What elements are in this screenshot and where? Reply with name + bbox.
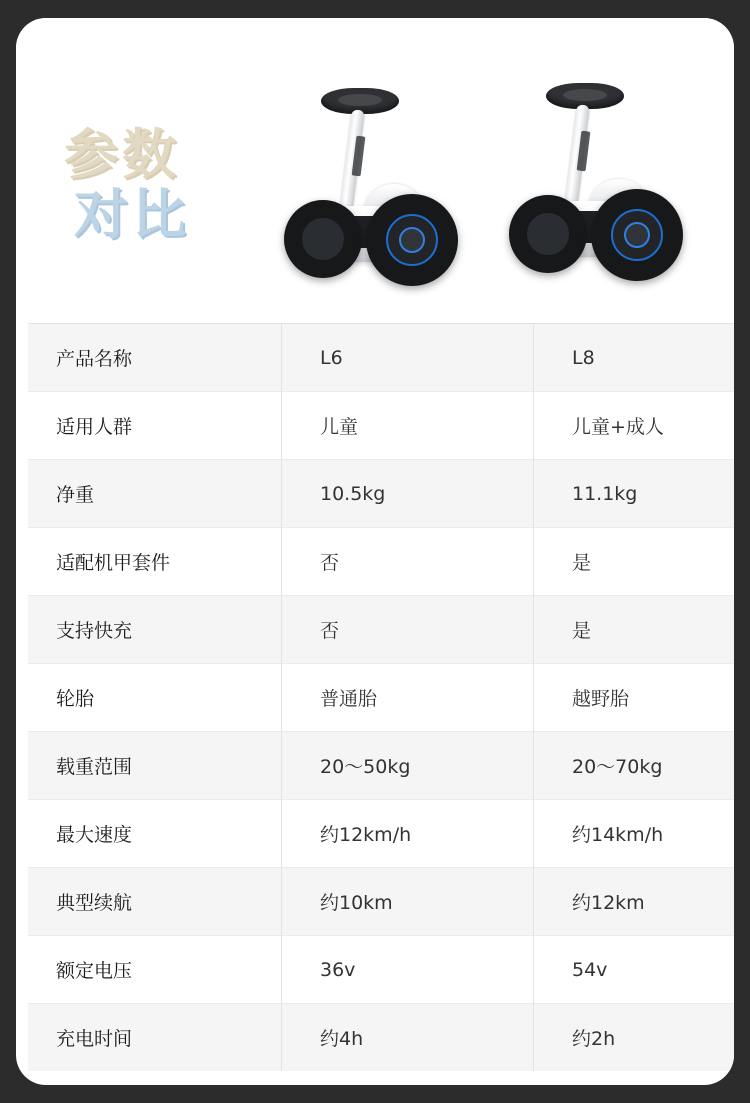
row-label: 典型续航 (28, 868, 282, 936)
page-title (64, 123, 190, 246)
page-title-line2: 对比 (74, 183, 190, 246)
row-value-l8: 是 (534, 596, 735, 664)
row-label: 产品名称 (28, 324, 282, 392)
spec-table-body (28, 324, 734, 1072)
row-label: 充电时间 (28, 1004, 282, 1072)
row-label: 适配机甲套件 (28, 528, 282, 596)
wheel-left-icon (284, 200, 362, 278)
row-value-l6: 儿童 (282, 392, 534, 460)
wheel-left-icon (509, 195, 587, 273)
row-label: 适用人群 (28, 392, 282, 460)
row-value-l8: 54v (534, 936, 735, 1004)
hub-shape (399, 227, 425, 253)
rim-shape (527, 213, 569, 255)
row-label: 额定电压 (28, 936, 282, 1004)
rim-shape (302, 218, 344, 260)
table-row (28, 596, 734, 664)
row-value-l6: 10.5kg (282, 460, 534, 528)
row-value-l8: L8 (534, 324, 735, 392)
row-value-l8: 儿童+成人 (534, 392, 735, 460)
row-value-l8: 是 (534, 528, 735, 596)
row-value-l8: 越野胎 (534, 664, 735, 732)
hero-section (16, 18, 734, 323)
scooter-l8-image (491, 83, 691, 303)
table-row (28, 1004, 734, 1072)
row-label: 最大速度 (28, 800, 282, 868)
table-row (28, 800, 734, 868)
row-value-l6: 否 (282, 528, 534, 596)
table-row (28, 936, 734, 1004)
table-row (28, 324, 734, 392)
spec-table-wrapper (16, 323, 734, 1071)
table-row (28, 868, 734, 936)
row-value-l6: 约10km (282, 868, 534, 936)
page-title-line1: 参数 (64, 123, 180, 186)
row-label: 净重 (28, 460, 282, 528)
row-label: 载重范围 (28, 732, 282, 800)
spec-card (16, 18, 734, 1085)
product-images (256, 78, 716, 308)
row-label: 支持快充 (28, 596, 282, 664)
hub-shape (624, 222, 650, 248)
scooter-l6-image (266, 88, 466, 308)
row-label: 轮胎 (28, 664, 282, 732)
row-value-l6: 普通胎 (282, 664, 534, 732)
spec-comparison-table (28, 323, 734, 1071)
table-row (28, 528, 734, 596)
row-value-l8: 约2h (534, 1004, 735, 1072)
table-row (28, 392, 734, 460)
wheel-right-icon (591, 189, 683, 281)
table-row (28, 460, 734, 528)
row-value-l6: 否 (282, 596, 534, 664)
table-row (28, 664, 734, 732)
row-value-l6: 约4h (282, 1004, 534, 1072)
row-value-l6: 约12km/h (282, 800, 534, 868)
row-value-l6: 20～50kg (282, 732, 534, 800)
row-value-l8: 20～70kg (534, 732, 735, 800)
row-value-l8: 约14km/h (534, 800, 735, 868)
row-value-l8: 约12km (534, 868, 735, 936)
table-row (28, 732, 734, 800)
row-value-l8: 11.1kg (534, 460, 735, 528)
row-value-l6: L6 (282, 324, 534, 392)
row-value-l6: 36v (282, 936, 534, 1004)
wheel-right-icon (366, 194, 458, 286)
